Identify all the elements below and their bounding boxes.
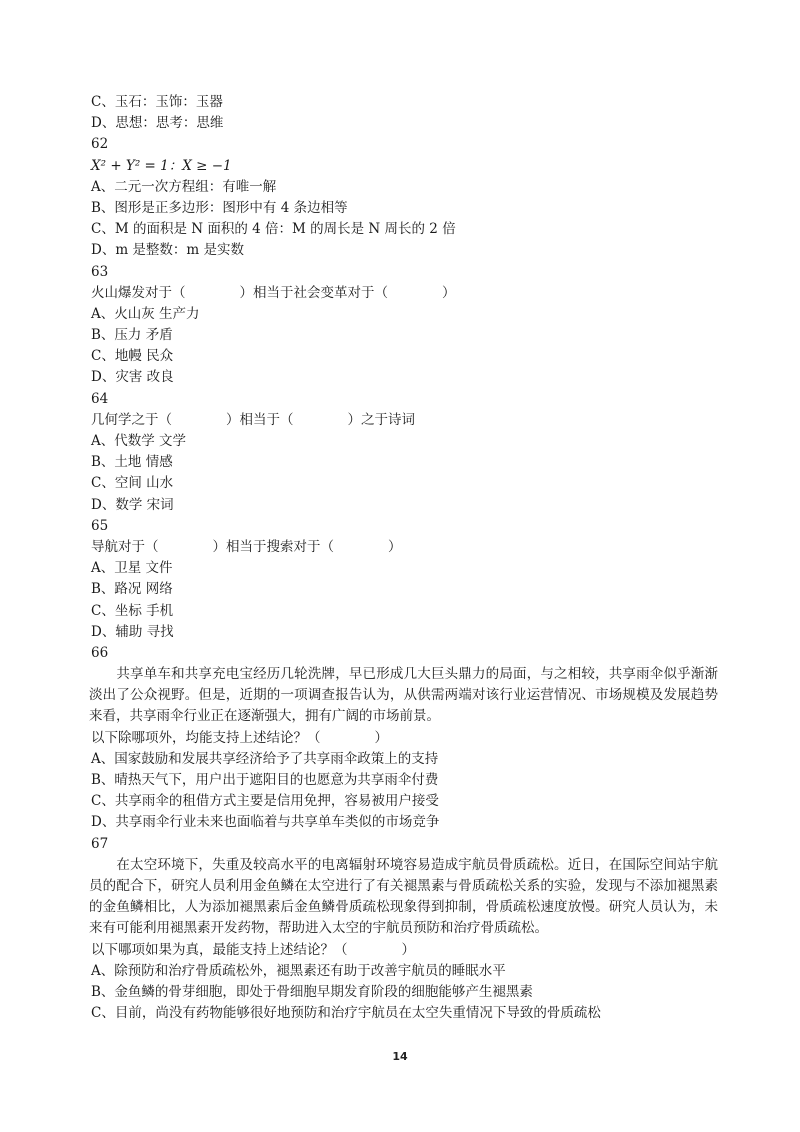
option-line: D、m 是整数：m 是实数	[91, 242, 245, 259]
option-line: D、思想：思考：思维	[91, 115, 224, 132]
question-stem: 火山爆发对于（ ）相当于社会变革对于（ ）	[91, 284, 456, 301]
question-number: 65	[91, 517, 109, 534]
page-number: 14	[392, 1050, 408, 1063]
option-line: A、代数学 文学	[91, 433, 187, 449]
option-line: D、辅助 寻找	[91, 623, 174, 640]
option-line: C、共享雨伞的租借方式主要是信用免押，容易被用户接受	[91, 793, 439, 810]
option-line: C、坐标 手机	[91, 602, 174, 619]
question-stem: 导航对于（ ）相当于搜索对于（ ）	[91, 538, 402, 555]
option-line: B、压力 矛盾	[91, 327, 173, 344]
option-line: B、土地 情感	[91, 454, 173, 471]
question-passage: 共享单车和共享充电宝经历几轮洗牌，早已形成几大巨头鼎力的局面，与之相较，共享雨伞似乎渐渐淡出了公众视野。但是，近期的一项调查报告认为，从供需两端对该行业运营情况、市场规模及发展趋势来看，共享雨伞行业正在逐渐强大，拥有广阔的市场前景。	[89, 666, 718, 725]
question-stem: 以下哪项如果为真，最能支持上述结论？（ ）	[91, 941, 415, 958]
question-number: 66	[91, 644, 109, 661]
option-line: A、二元一次方程组：有唯一解	[91, 178, 277, 195]
option-line: B、金鱼鳞的骨芽细胞，即处于骨细胞早期发育阶段的细胞能够产生褪黑素	[91, 983, 533, 1000]
option-line: A、除预防和治疗骨质疏松外，褪黑素还有助于改善宇航员的睡眠水平	[91, 962, 506, 979]
option-line: C、目前，尚没有药物能够很好地预防和治疗宇航员在太空失重情况下导致的骨质疏松	[91, 1005, 601, 1022]
option-line: A、国家鼓励和发展共享经济给予了共享雨伞政策上的支持	[91, 750, 439, 767]
option-line: B、路况 网络	[91, 581, 173, 598]
option-line: A、火山灰 生产力	[91, 305, 200, 322]
option-line: B、晴热天气下，用户出于遮阳目的也愿意为共享雨伞付费	[91, 772, 439, 789]
page-content	[89, 92, 718, 1024]
option-line: D、数学 宋词	[91, 496, 174, 513]
option-line: D、灾害 改良	[91, 369, 174, 386]
formula-line: X² + Y² = 1：X ≥ −1	[91, 157, 232, 174]
option-line: C、M 的面积是 N 面积的 4 倍：M 的周长是 N 周长的 2 倍	[91, 221, 456, 238]
question-stem: 以下除哪项外，均能支持上述结论？（ ）	[91, 729, 388, 746]
question-number: 64	[91, 390, 109, 407]
option-line: C、空间 山水	[91, 475, 174, 492]
option-line: C、玉石：玉饰：玉器	[91, 94, 223, 110]
option-line: B、图形是正多边形：图形中有 4 条边相等	[91, 199, 348, 216]
option-line: C、地幔 民众	[91, 348, 174, 365]
question-number: 63	[91, 263, 109, 280]
question-stem: 几何学之于（ ）相当于（ ）之于诗词	[91, 411, 415, 428]
option-line: D、共享雨伞行业未来也面临着与共享单车类似的市场竞争	[91, 814, 440, 831]
question-number: 67	[91, 835, 109, 852]
question-number: 62	[91, 136, 109, 153]
option-line: A、卫星 文件	[91, 560, 173, 577]
question-passage: 在太空环境下，失重及较高水平的电离辐射环境容易造成宇航员骨质疏松。近日，在国际空间站宇航员的配合下，研究人员利用金鱼鳞在太空进行了有关褪黑素与骨质疏松关系的实验，发现与不添加褪黑素的金鱼鳞相比，人为添加褪黑素后金鱼鳞骨质疏松现象得到抑制，骨质疏松速度放慢。研究人员认为，未来有可能利用褪黑素开发药物，帮助进入太空的宇航员预防和治疗骨质疏松。	[89, 856, 718, 937]
